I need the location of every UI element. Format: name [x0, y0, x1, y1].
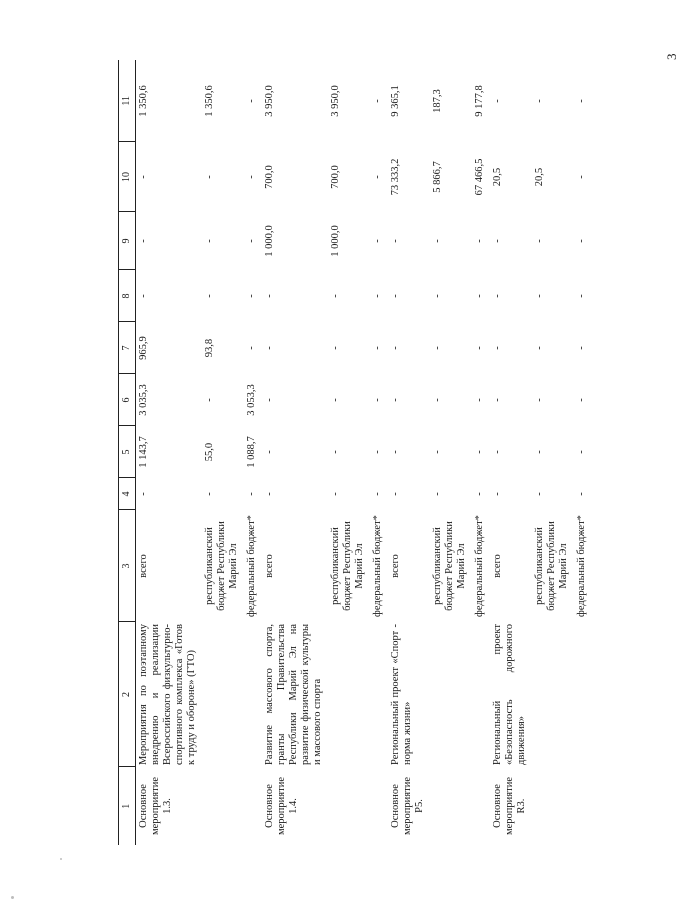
- value-cell: -: [246, 492, 257, 496]
- page-number: 3: [664, 53, 679, 60]
- value-cell: -: [264, 294, 275, 298]
- table-row: [370, 60, 388, 845]
- value-cell: -: [372, 450, 383, 454]
- funding-source-cell: всего: [390, 554, 401, 578]
- value-cell: -: [330, 492, 341, 496]
- value-cell: -: [534, 99, 545, 103]
- value-cell: 9 177,8: [474, 85, 485, 117]
- table-row: [388, 60, 430, 845]
- value-cell: -: [372, 492, 383, 496]
- value-cell: -: [432, 239, 443, 243]
- table-row: [262, 60, 328, 845]
- measure-description-cell: Развитие массового спорта, гранты Правительства Республики Марий Эл на развитие физической культуры и массового спорта: [264, 624, 323, 765]
- funding-source-cell: республиканский бюджет Республики Марий Эл: [534, 521, 569, 611]
- funding-source-cell: республиканский бюджет Республики Марий Эл: [432, 521, 467, 611]
- col-header: 11: [119, 60, 136, 142]
- table-row: [472, 60, 490, 845]
- value-cell: 3 035,3: [138, 384, 149, 416]
- value-cell: -: [372, 346, 383, 350]
- measure-description-cell: Региональный проект «Спорт - норма жизни»: [390, 624, 413, 765]
- funding-source-cell: всего: [264, 554, 275, 578]
- col-header: 4: [119, 478, 136, 510]
- value-cell: -: [264, 398, 275, 402]
- table-row: [202, 60, 244, 845]
- value-cell: 3 950,0: [330, 85, 341, 117]
- measure-name-cell: [244, 767, 262, 845]
- value-cell: 55,0: [204, 442, 215, 462]
- measure-name-cell: [202, 767, 244, 845]
- col-header: 3: [119, 510, 136, 622]
- value-cell: -: [576, 398, 587, 402]
- table-row: [244, 60, 262, 845]
- value-cell: -: [576, 175, 587, 179]
- measure-description-cell: Мероприятия по поэтапному внедрению и реализации Всероссийского физкультурно-спортивного комплекса «Готов к труду и обороне» (ГТО): [138, 624, 197, 765]
- measure-name-cell: [328, 767, 370, 845]
- measure-description-cell: Региональный проект «Безопасность дорожного движения»: [492, 624, 527, 765]
- value-cell: -: [204, 294, 215, 298]
- measure-description-cell: [472, 622, 490, 767]
- value-cell: -: [534, 239, 545, 243]
- table-row: [532, 60, 574, 845]
- measure-description-cell: [370, 622, 388, 767]
- funding-source-cell: федеральный бюджет*: [372, 515, 383, 617]
- measure-name-cell: [370, 767, 388, 845]
- value-cell: -: [474, 492, 485, 496]
- table-row: [430, 60, 472, 845]
- value-cell: -: [492, 99, 503, 103]
- value-cell: 20,5: [492, 167, 503, 187]
- budget-table: [118, 60, 592, 845]
- col-header: 5: [119, 426, 136, 478]
- value-cell: -: [534, 398, 545, 402]
- value-cell: 5 866,7: [432, 161, 443, 193]
- value-cell: -: [576, 99, 587, 103]
- value-cell: -: [246, 294, 257, 298]
- value-cell: -: [204, 239, 215, 243]
- value-cell: 20,5: [534, 167, 545, 187]
- col-header: 10: [119, 142, 136, 212]
- value-cell: 700,0: [264, 165, 275, 189]
- value-cell: -: [492, 346, 503, 350]
- value-cell: -: [246, 346, 257, 350]
- measure-description-cell: [532, 622, 574, 767]
- value-cell: -: [138, 492, 149, 496]
- value-cell: -: [330, 294, 341, 298]
- measure-name-cell: [574, 767, 592, 845]
- value-cell: -: [330, 450, 341, 454]
- value-cell: 1 000,0: [264, 225, 275, 257]
- value-cell: -: [474, 346, 485, 350]
- value-cell: -: [372, 398, 383, 402]
- value-cell: -: [246, 99, 257, 103]
- measure-name-cell: [430, 767, 472, 845]
- value-cell: -: [330, 346, 341, 350]
- value-cell: -: [264, 346, 275, 350]
- value-cell: -: [390, 450, 401, 454]
- value-cell: -: [474, 398, 485, 402]
- value-cell: -: [204, 492, 215, 496]
- value-cell: -: [432, 346, 443, 350]
- table-body: [136, 60, 593, 845]
- value-cell: -: [390, 492, 401, 496]
- value-cell: -: [432, 294, 443, 298]
- value-cell: -: [492, 492, 503, 496]
- value-cell: 1 350,6: [204, 85, 215, 117]
- value-cell: -: [534, 450, 545, 454]
- funding-source-cell: республиканский бюджет Республики Марий Эл: [204, 521, 239, 611]
- funding-source-cell: федеральный бюджет*: [246, 515, 257, 617]
- value-cell: -: [576, 239, 587, 243]
- value-cell: 187,3: [432, 89, 443, 113]
- value-cell: 67 466,5: [474, 158, 485, 196]
- value-cell: 700,0: [330, 165, 341, 189]
- col-header: 9: [119, 212, 136, 270]
- funding-source-cell: всего: [492, 554, 503, 578]
- measure-description-cell: [574, 622, 592, 767]
- value-cell: 73 333,2: [390, 158, 401, 196]
- value-cell: -: [264, 450, 275, 454]
- measure-name-cell: Основное мероприятие R3.: [492, 777, 527, 835]
- value-cell: -: [432, 398, 443, 402]
- value-cell: -: [474, 239, 485, 243]
- value-cell: -: [390, 346, 401, 350]
- value-cell: -: [204, 175, 215, 179]
- value-cell: -: [576, 294, 587, 298]
- scan-speck: [11, 896, 14, 899]
- funding-source-cell: всего: [138, 554, 149, 578]
- measure-description-cell: [202, 622, 244, 767]
- value-cell: 965,9: [138, 336, 149, 360]
- measure-name-cell: Основное мероприятие 1.3.: [138, 777, 173, 835]
- value-cell: -: [432, 492, 443, 496]
- header-row: [119, 60, 136, 845]
- measure-description-cell: [328, 622, 370, 767]
- value-cell: -: [138, 175, 149, 179]
- value-cell: -: [534, 294, 545, 298]
- value-cell: -: [576, 492, 587, 496]
- value-cell: -: [330, 398, 341, 402]
- value-cell: 1 350,6: [138, 85, 149, 117]
- value-cell: -: [492, 398, 503, 402]
- table-row: [136, 60, 203, 845]
- value-cell: -: [264, 492, 275, 496]
- table-row: [490, 60, 532, 845]
- measure-name-cell: Основное мероприятие Р5.: [390, 777, 425, 835]
- value-cell: 1 143,7: [138, 436, 149, 468]
- value-cell: -: [474, 294, 485, 298]
- funding-source-cell: федеральный бюджет*: [474, 515, 485, 617]
- value-cell: -: [492, 450, 503, 454]
- table-row: [574, 60, 592, 845]
- col-header: 8: [119, 270, 136, 322]
- table-row: [328, 60, 370, 845]
- measure-description-cell: [430, 622, 472, 767]
- value-cell: -: [492, 294, 503, 298]
- value-cell: -: [390, 294, 401, 298]
- col-header: 6: [119, 374, 136, 426]
- col-header: 1: [119, 767, 136, 845]
- funding-source-cell: федеральный бюджет*: [576, 515, 587, 617]
- measure-description-cell: [244, 622, 262, 767]
- value-cell: -: [576, 346, 587, 350]
- value-cell: -: [534, 492, 545, 496]
- rotated-table-container: [118, 60, 587, 845]
- value-cell: -: [492, 239, 503, 243]
- value-cell: -: [390, 239, 401, 243]
- value-cell: -: [372, 239, 383, 243]
- value-cell: -: [246, 175, 257, 179]
- value-cell: -: [432, 450, 443, 454]
- value-cell: -: [372, 99, 383, 103]
- value-cell: 3 950,0: [264, 85, 275, 117]
- value-cell: 9 365,1: [390, 85, 401, 117]
- scan-speck: [60, 858, 62, 860]
- value-cell: -: [372, 294, 383, 298]
- value-cell: -: [138, 239, 149, 243]
- value-cell: -: [390, 398, 401, 402]
- measure-name-cell: Основное мероприятие 1.4.: [264, 777, 299, 835]
- value-cell: -: [474, 450, 485, 454]
- value-cell: -: [534, 346, 545, 350]
- value-cell: -: [204, 398, 215, 402]
- measure-name-cell: [472, 767, 490, 845]
- value-cell: -: [246, 239, 257, 243]
- value-cell: 1 000,0: [330, 225, 341, 257]
- value-cell: 3 053,3: [246, 384, 257, 416]
- funding-source-cell: республиканский бюджет Республики Марий Эл: [330, 521, 365, 611]
- value-cell: -: [138, 294, 149, 298]
- col-header: 2: [119, 622, 136, 767]
- value-cell: -: [576, 450, 587, 454]
- value-cell: 93,8: [204, 338, 215, 358]
- measure-name-cell: [532, 767, 574, 845]
- value-cell: -: [372, 175, 383, 179]
- col-header: 7: [119, 322, 136, 374]
- value-cell: 1 088,7: [246, 436, 257, 468]
